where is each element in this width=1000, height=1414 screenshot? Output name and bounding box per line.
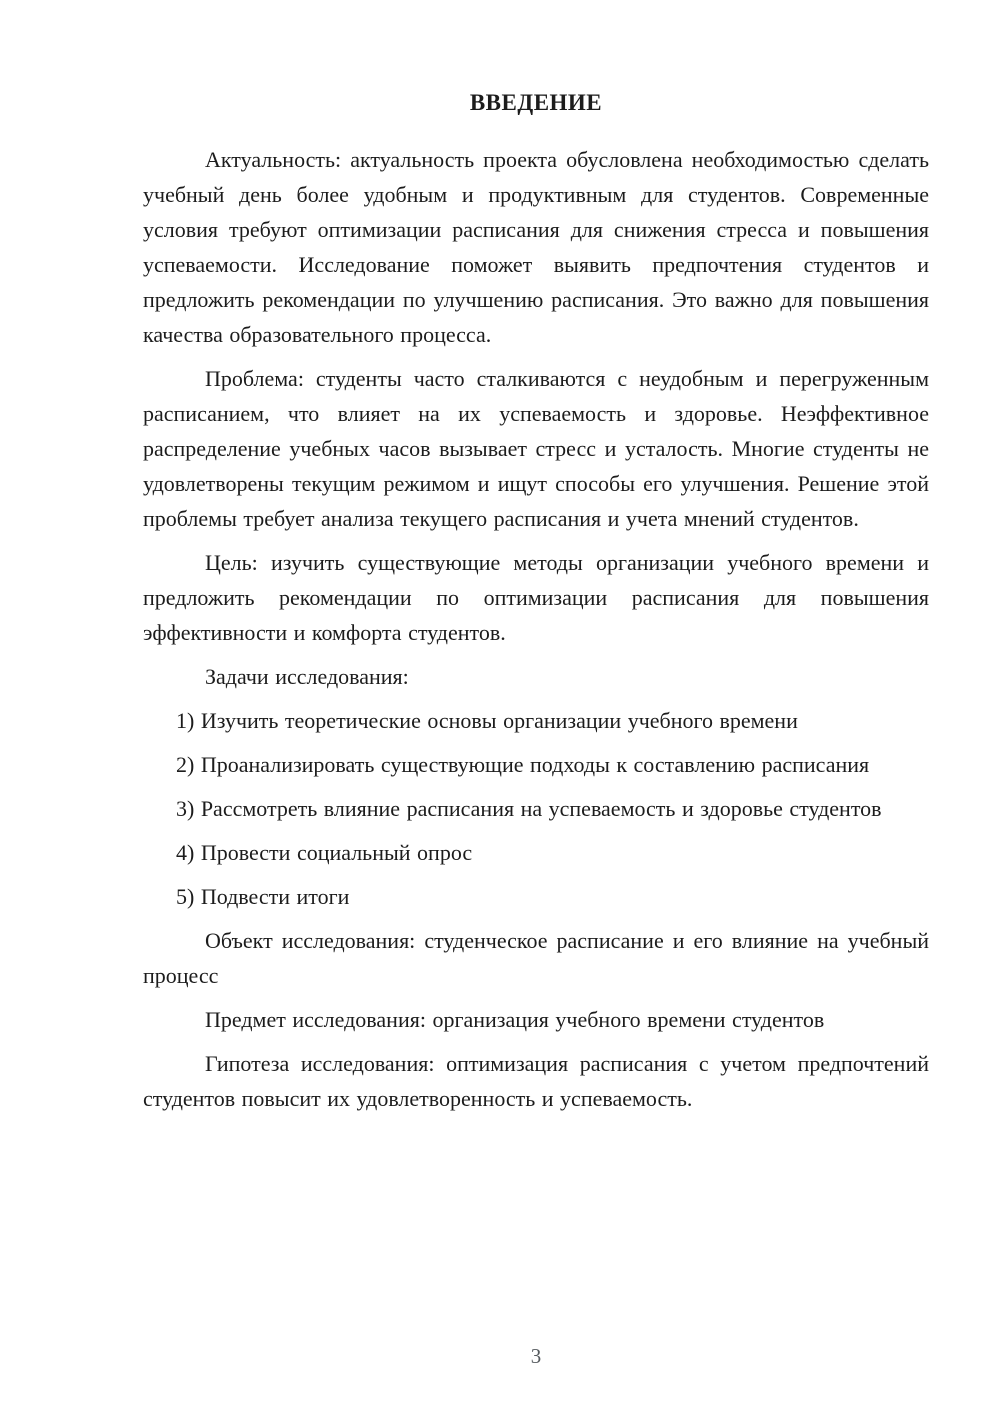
task-list-item-3: 3) Рассмотреть влияние расписания на успеваемость и здоровье студентов	[176, 796, 882, 821]
task-list-item-4: 4) Провести социальный опрос	[176, 840, 473, 865]
paragraph-object: Объект исследования: студенческое расписание и его влияние на учебный процесс	[143, 928, 929, 988]
paragraph-hypothesis: Гипотеза исследования: оптимизация расписания с учетом предпочтений студентов повысит их удовлетворенность и успеваемость.	[143, 1051, 929, 1111]
paragraph-actuality: Актуальность: актуальность проекта обусловлена необходимостью сделать учебный день более удобным и продуктивным для студентов. Современные условия требуют оптимизации расписания для снижения стресса и повышения успеваемости. Исследование поможет выявить предпочтения студентов и предложить рекомендации по улучшению расписания. Это важно для повышения качества образовательного процесса.	[143, 147, 929, 347]
page-number: 3	[530, 1344, 542, 1368]
page-title: ВВЕДЕНИЕ	[469, 90, 603, 115]
paragraph-problem: Проблема: студенты часто сталкиваются с неудобным и перегруженным расписанием, что влияет на их успеваемость и здоровье. Неэффективное распределение учебных часов вызывает стресс и усталость. Многие студенты не удовлетворены текущим режимом и ищут способы его улучшения. Решение этой проблемы требует анализа текущего расписания и учета мнений студентов.	[143, 366, 929, 531]
paragraph-subject: Предмет исследования: организация учебного времени студентов	[205, 1007, 825, 1032]
paragraph-goal: Цель: изучить существующие методы организации учебного времени и предложить рекомендации по оптимизации расписания для повышения эффективности и комфорта студентов.	[143, 550, 929, 645]
task-list-item-5: 5) Подвести итоги	[176, 884, 350, 909]
task-list-item-2: 2) Проанализировать существующие подходы к составлению расписания	[176, 752, 870, 777]
paragraph-tasks-heading: Задачи исследования:	[205, 664, 409, 689]
task-list-item-1: 1) Изучить теоретические основы организации учебного времени	[176, 708, 798, 733]
